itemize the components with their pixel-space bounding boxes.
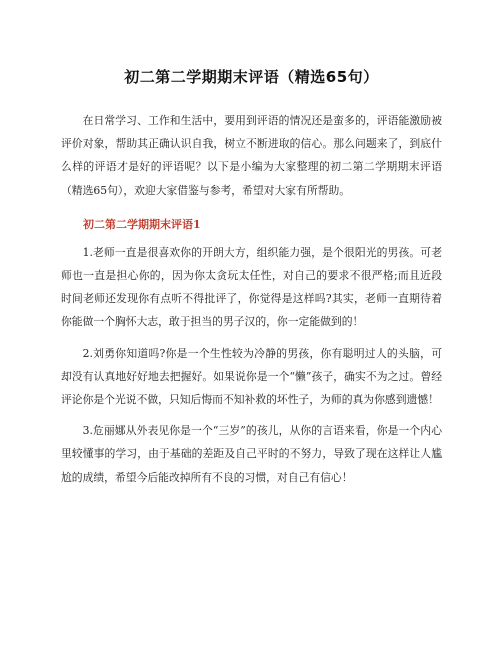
intro-paragraph: 在日常学习、工作和生活中，要用到评语的情况还是蛮多的，评语能激励被评价对象，帮助其正确认识自我，树立不断进取的信心。那么问题来了，到底什么样的评语才是好的评语呢？以下是小编为大家整理的初二第二学期期末评语（精选65句），欢迎大家借鉴与参考，希望对大家有所帮助。 [61,114,442,197]
section-heading: 初二第二学期期末评语1 [83,217,201,231]
comment-item-1: 1.老师一直是很喜欢你的开朗大方，组织能力强，是个很阳光的男孩。可老师也一直是担心你的，因为你太贪玩太任性，对自己的要求不很严格;而且近段时间老师还发现你有点听不得批评了，你觉得是这样吗?其实，老师一直期待着你能做一个胸怀大志，敢于担当的男子汉的，你一定能做到的！ [61,245,442,329]
comment-item-3: 3.危丽娜从外表见你是一个“三岁”的孩儿，从你的言语来看，你是一个内心里较懂事的学习，由于基础的差距及自己平时的不努力，导致了现在这样让人尴尬的成绩，希望今后能改掉所有不良的习惯，对自己有信心！ [61,424,442,484]
document-title: 初二第二学期期末评语（精选65句） [124,68,379,86]
comment-item-2: 2.刘勇你知道吗?你是一个生性较为冷静的男孩，你有聪明过人的头脑，可却没有认真地好好地去把握好。如果说你是一个“懒”孩子，确实不为之过。曾经评论你是个光说不做，只知后悔而不知补救的坏性子，为师的真为你感到遗憾！ [61,346,442,407]
